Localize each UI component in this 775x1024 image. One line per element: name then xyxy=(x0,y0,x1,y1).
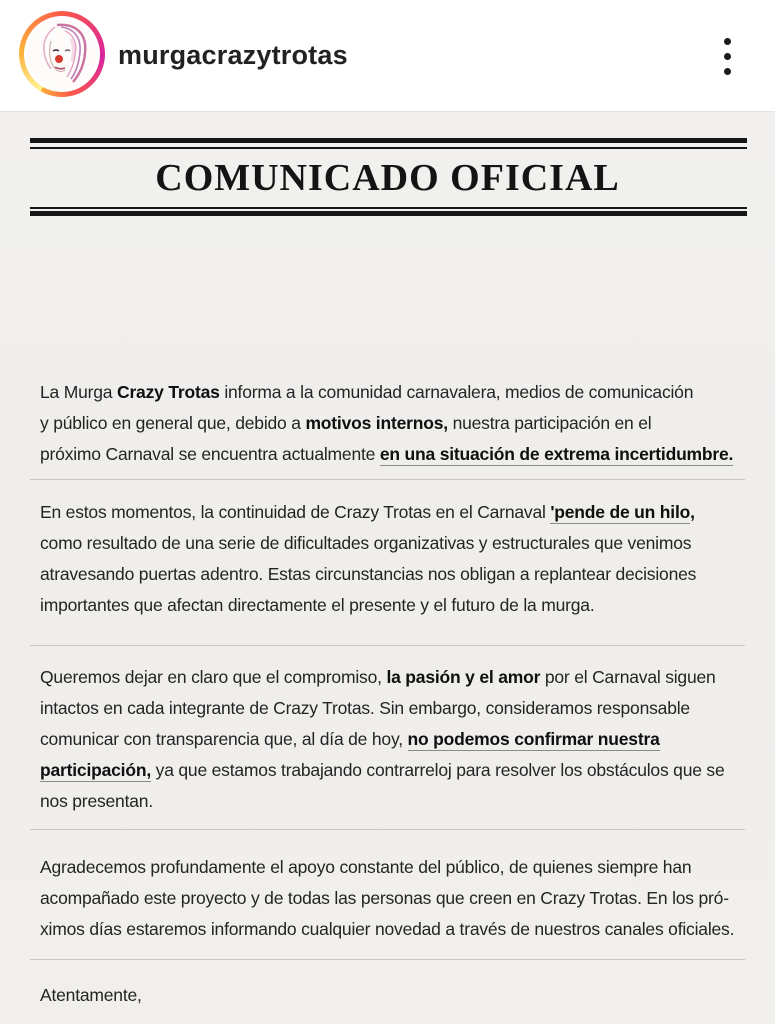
document-title: COMUNICADO OFICIAL xyxy=(155,157,620,199)
username-link[interactable]: murgacrazytrotas xyxy=(118,40,348,70)
post-header xyxy=(0,0,775,111)
paragraph-3: Queremos dejar en claro que el compromiso, la pasión y el amor por el Carnaval siguen intactos en cada integrante de Crazy Trotas. Sin embargo, consideramos responsable comunicar con transparencia que, al día de hoy, no podemos confirmar nuestra participación, ya que estamos trabajando contrarreloj para resolver los obstáculos que se nos presentan. xyxy=(40,667,725,811)
sketch-face-art xyxy=(27,19,97,89)
title-rule-bottom-thin xyxy=(30,207,747,209)
profile-avatar[interactable] xyxy=(19,11,105,97)
post-image[interactable] xyxy=(0,111,775,1024)
title-rule-bottom-thick xyxy=(30,211,747,216)
more-options-button[interactable] xyxy=(715,31,739,81)
paragraph-1: La Murga Crazy Trotas informa a la comunidad carnavalera, medios de comunicación y público en general que, debido a motivos internos, nuestra participación en el próximo Carnaval se encuentra actualmente en una situación de extrema incertidumbre. xyxy=(40,382,734,464)
title-rule-top-thick xyxy=(30,138,747,143)
ellipsis-dot xyxy=(724,53,731,60)
paragraph-4: Agradecemos profundamente el apoyo constante del público, de quienes siempre han acompañado este proyecto y de todas las personas que creen en Crazy Trotas. En los pró- ximos días estaremos informando cualquier novedad a través de nuestros canales oficiales. xyxy=(40,857,735,939)
ellipsis-dot xyxy=(724,68,731,75)
avatar-image xyxy=(27,19,97,89)
section-divider xyxy=(30,829,745,830)
ellipsis-dot xyxy=(724,38,731,45)
section-divider xyxy=(30,479,745,480)
paragraph-2: En estos momentos, la continuidad de Crazy Trotas en el Carnaval 'pende de un hilo, como resultado de una serie de dificultades organizativas y estructurales que venimos atravesando puertas adentro. Estas circunstancias nos obligan a replantear decisiones importantes que afectan directamente el presente y el futuro de la murga. xyxy=(40,502,697,615)
section-divider xyxy=(30,959,745,960)
title-rule-top-thin xyxy=(30,147,747,149)
closing-line: Atentamente, xyxy=(40,985,142,1005)
section-divider xyxy=(30,645,745,646)
